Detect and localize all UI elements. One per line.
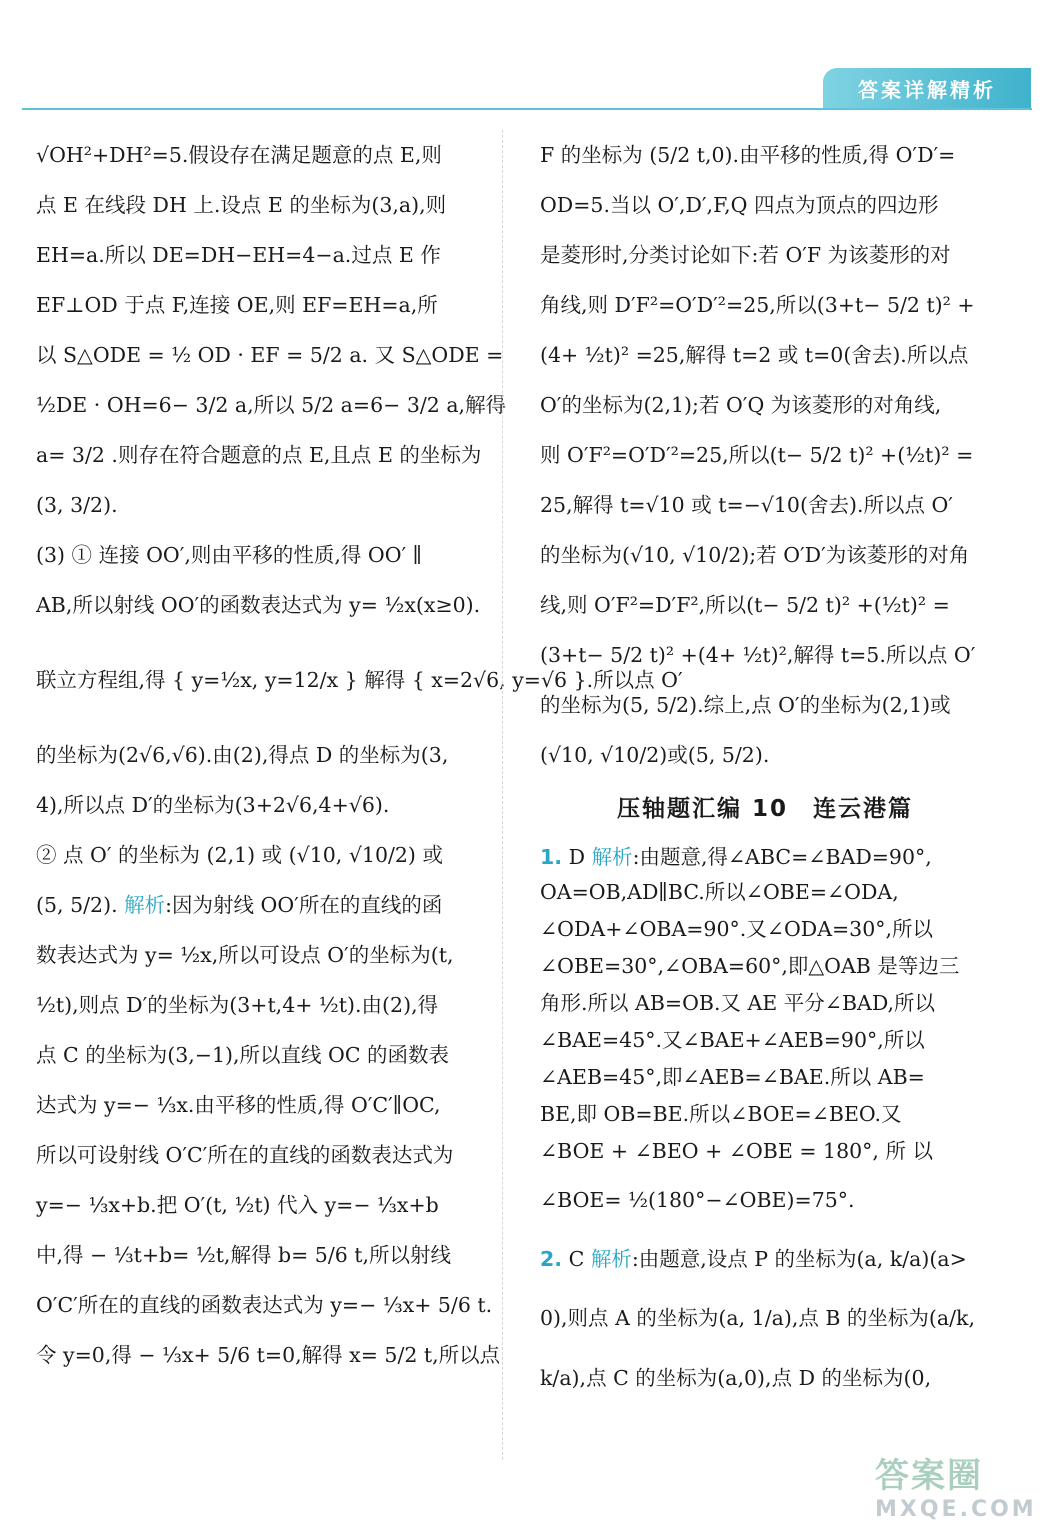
text-line: 则 O′F²=O′D′²=25,所以(t− 5/2 t)² +(½t)² = xyxy=(540,443,974,467)
text-line: ∠AEB=45°,即∠AEB=∠BAE.所以 AB= xyxy=(540,1065,925,1089)
watermark-logo xyxy=(875,1448,1037,1522)
header-rule xyxy=(22,108,1032,110)
text-line: EH=a.所以 DE=DH−EH=4−a.过点 E 作 xyxy=(36,243,441,267)
text-line: 角线,则 D′F²=O′D′²=25,所以(3+t− 5/2 t)² + xyxy=(540,293,975,317)
column-divider xyxy=(502,130,503,1460)
question-number: 2. xyxy=(540,1247,563,1271)
text-line: √OH²+DH²=5.假设存在满足题意的点 E,则 xyxy=(36,143,442,167)
text-line: BE,即 OB=BE.所以∠BOE=∠BEO.又 xyxy=(540,1102,902,1126)
text-line: 数表达式为 y= ½x,所以可设点 O′的坐标为(t, xyxy=(36,943,454,967)
text-fragment: :由题意,设点 P 的坐标为(a, k/a)(a> xyxy=(631,1247,967,1271)
right-column xyxy=(540,130,990,1408)
text-line: ∠BOE= ½(180°−∠OBE)=75°. xyxy=(540,1188,855,1212)
text-line: EF⊥OD 于点 F,连接 OE,则 EF=EH=a,所 xyxy=(36,293,438,317)
analysis-label: 解析 xyxy=(124,893,166,917)
equation-system-line: 联立方程组,得 { y=½x, y=12/x } 解得 { x=2√6, y=√6 }.所以点 O′ xyxy=(36,668,683,692)
text-line: 以 S△ODE = ½ OD · EF = 5/2 a. 又 S△ODE = xyxy=(36,343,504,367)
text-line: 令 y=0,得 − ⅓x+ 5/6 t=0,解得 x= 5/2 t,所以点 xyxy=(36,1343,501,1367)
watermark-top: 答案圈 xyxy=(875,1456,983,1496)
text-line: 角形.所以 AB=OB.又 AE 平分∠BAD,所以 xyxy=(540,991,936,1015)
text-line: 所以可设射线 O′C′所在的直线的函数表达式为 xyxy=(36,1143,454,1167)
text-line: O′的坐标为(2,1);若 O′Q 为该菱形的对角线, xyxy=(540,393,942,417)
text-line: F 的坐标为 (5/2 t,0).由平移的性质,得 O′D′= xyxy=(540,143,956,167)
text-line: 是菱形时,分类讨论如下:若 O′F 为该菱形的对 xyxy=(540,243,951,267)
text-line: (3) ① 连接 OO′,则由平移的性质,得 OO′ ∥ xyxy=(36,543,423,567)
question-number: 1. xyxy=(540,845,563,869)
text-line: (3, 3/2). xyxy=(36,493,118,517)
text-line: 的坐标为(2√6,√6).由(2),得点 D 的坐标为(3, xyxy=(36,743,449,767)
text-line: k/a),点 C 的坐标为(a,0),点 D 的坐标为(0, xyxy=(540,1366,932,1390)
text-line: ∠BAE=45°.又∠BAE+∠AEB=90°,所以 xyxy=(540,1028,925,1052)
section-title: 压轴题汇编 10 连云港篇 xyxy=(616,796,913,822)
analysis-label: 解析 xyxy=(590,1247,632,1271)
text-line: 线,则 O′F²=D′F²,所以(t− 5/2 t)² +(½t)² = xyxy=(540,593,950,617)
text-line: (3+t− 5/2 t)² +(4+ ½t)²,解得 t=5.所以点 O′ xyxy=(540,643,976,667)
question-2-first-line xyxy=(540,1230,990,1288)
watermark-bottom: MXQE.COM xyxy=(875,1497,1037,1522)
analysis-label: 解析 xyxy=(591,845,633,869)
text-line: ½t),则点 D′的坐标为(3+t,4+ ½t).由(2),得 xyxy=(36,993,439,1017)
text-line: 25,解得 t=√10 或 t=−√10(舍去).所以点 O′ xyxy=(540,493,953,517)
text-line: O′C′所在的直线的函数表达式为 y=− ⅓x+ 5/6 t. xyxy=(36,1293,493,1317)
text-line: OD=5.当以 O′,D′,F,Q 四点为顶点的四边形 xyxy=(540,193,939,217)
question-answer: C xyxy=(568,1247,585,1271)
left-column xyxy=(36,130,683,1380)
text-line: ∠OBE=30°,∠OBA=60°,即△OAB 是等边三 xyxy=(540,954,960,978)
text-line: (√10, √10/2)或(5, 5/2). xyxy=(540,743,770,767)
header-tab: 答案详解精析 xyxy=(823,68,1031,108)
text-line: (4+ ½t)² =25,解得 t=2 或 t=0(舍去).所以点 xyxy=(540,343,969,367)
text-line: ½DE · OH=6− 3/2 a,所以 5/2 a=6− 3/2 a,解得 xyxy=(36,393,507,417)
text-line: 达式为 y=− ⅓x.由平移的性质,得 O′C′∥OC, xyxy=(36,1093,441,1117)
question-answer: D xyxy=(568,845,586,869)
text-fragment: :由题意,得∠ABC=∠BAD=90°, xyxy=(632,845,932,869)
text-line: 4),所以点 D′的坐标为(3+2√6,4+√6). xyxy=(36,793,390,817)
text-line: OA=OB,AD∥BC.所以∠OBE=∠ODA, xyxy=(540,880,899,904)
text-line: 0),则点 A 的坐标为(a, 1/a),点 B 的坐标为(a/k, xyxy=(540,1306,975,1330)
text-line: ∠BOE + ∠BEO + ∠OBE = 180°, 所 以 xyxy=(540,1139,933,1163)
text-fragment: :因为射线 OO′所在的直线的函 xyxy=(165,893,443,917)
text-line: a= 3/2 .则存在符合题意的点 E,且点 E 的坐标为 xyxy=(36,443,482,467)
text-fragment: (5, 5/2). xyxy=(36,893,118,917)
text-line: 中,得 − ⅓t+b= ½t,解得 b= 5/6 t,所以射线 xyxy=(36,1243,452,1267)
text-line: 的坐标为(√10, √10/2);若 O′D′为该菱形的对角 xyxy=(540,543,970,567)
text-line: ② 点 O′ 的坐标为 (2,1) 或 (√10, √10/2) 或 xyxy=(36,843,443,867)
text-line: 的坐标为(5, 5/2).综上,点 O′的坐标为(2,1)或 xyxy=(540,693,951,717)
text-line: 点 E 在线段 DH 上.设点 E 的坐标为(3,a),则 xyxy=(36,193,447,217)
text-line: y=− ⅓x+b.把 O′(t, ½t) 代入 y=− ⅓x+b xyxy=(36,1193,439,1217)
text-line xyxy=(36,880,481,930)
question-1-first-line xyxy=(540,840,990,874)
text-line: 点 C 的坐标为(3,−1),所以直线 OC 的函数表 xyxy=(36,1043,450,1067)
text-line: ∠ODA+∠OBA=90°.又∠ODA=30°,所以 xyxy=(540,917,934,941)
text-line: AB,所以射线 OO′的函数表达式为 y= ½x(x≥0). xyxy=(36,593,481,617)
